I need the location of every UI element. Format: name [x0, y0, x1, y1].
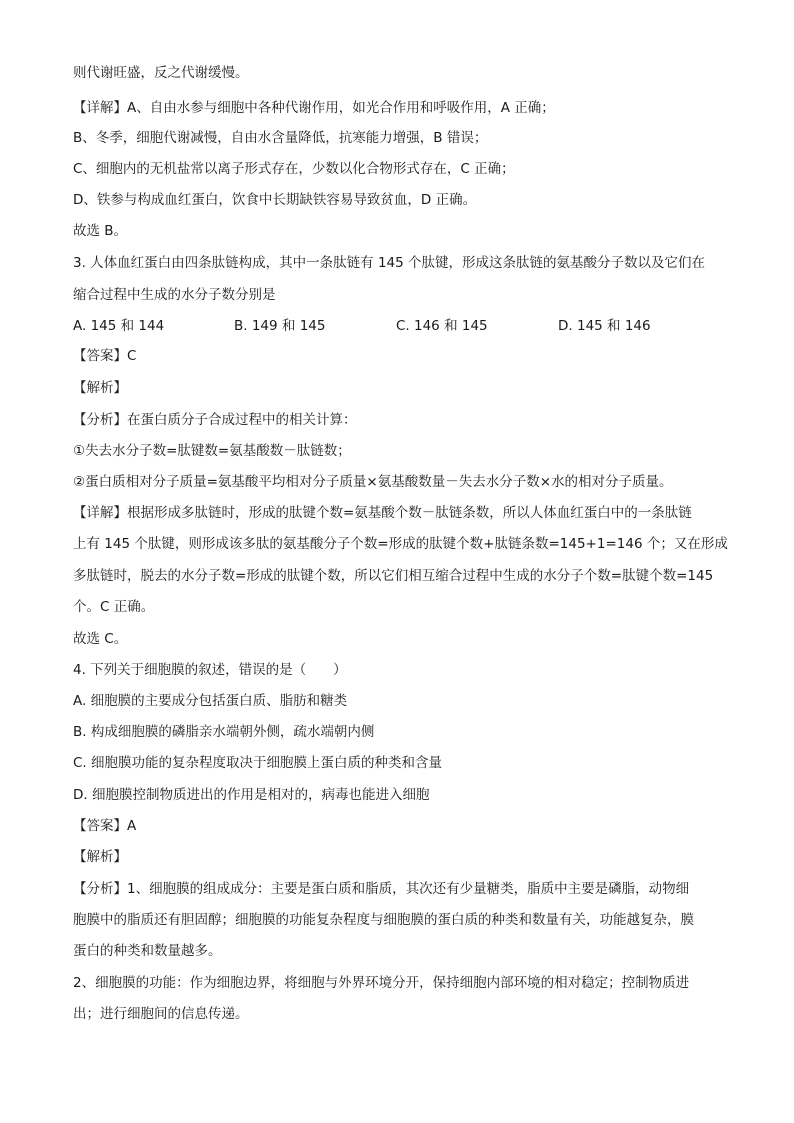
text-line: 【详解】A、自由水参与细胞中各种代谢作用，如光合作用和呼吸作用，A 正确；: [73, 100, 555, 116]
question-3-stem: 3. 人体血红蛋白由四条肽链构成，其中一条肽链有 145 个肽键，形成这条肽链的氨基酸分子数以及它们在: [73, 255, 706, 271]
text-line: 【分析】在蛋白质分子合成过程中的相关计算：: [73, 412, 357, 428]
text-line: 胞膜中的脂质还有胆固醇；细胞膜的功能复杂程度与细胞膜的蛋白质的种类和数量有关，功能越复杂，膜: [73, 912, 694, 928]
answer-label: 【答案】C: [73, 348, 137, 364]
q3-option-c: C. 146 和 145: [396, 318, 488, 334]
text-line: 故选 C。: [73, 631, 128, 647]
q3-option-a: A. 145 和 144: [73, 318, 165, 334]
text-line: 2、细胞膜的功能：作为细胞边界，将细胞与外界环境分开，保持细胞内部环境的相对稳定；控制物质进: [73, 975, 690, 991]
text-line: 【详解】根据形成多肽链时，形成的肽键个数=氨基酸个数－肽链条数，所以人体血红蛋白中的一条肽链: [73, 505, 692, 521]
text-line: 故选 B。: [73, 223, 128, 239]
text-line: 蛋白的种类和数量越多。: [73, 943, 222, 959]
text-line: C、细胞内的无机盐常以离子形式存在，少数以化合物形式存在，C 正确；: [73, 161, 515, 177]
text-line: 则代谢旺盛，反之代谢缓慢。: [73, 65, 249, 81]
q4-option-d: D. 细胞膜控制物质进出的作用是相对的，病毒也能进入细胞: [73, 787, 430, 803]
text-line: 多肽链时，脱去的水分子数=形成的肽键个数，所以它们相互缩合过程中生成的水分子个数=肽键个数=145: [73, 568, 714, 584]
text-line: D、铁参与构成血红蛋白，饮食中长期缺铁容易导致贫血，D 正确。: [73, 192, 477, 208]
text-line: 上有 145 个肽键，则形成该多肽的氨基酸分子个数=形成的肽键个数+肽链条数=145+1=146 个；又在形成: [73, 536, 728, 552]
question-3-stem-cont: 缩合过程中生成的水分子数分别是: [73, 287, 276, 303]
q4-option-b: B. 构成细胞膜的磷脂亲水端朝外侧，疏水端朝内侧: [73, 724, 375, 740]
question-4-stem: 4. 下列关于细胞膜的叙述，错误的是（ ）: [73, 662, 347, 678]
text-line: 【分析】1、细胞膜的组成成分：主要是蛋白质和脂质，其次还有少量糖类，脂质中主要是磷脂，动物细: [73, 881, 690, 897]
analysis-heading: 【解析】: [73, 380, 127, 396]
text-line: ②蛋白质相对分子质量=氨基酸平均相对分子质量×氨基酸数量－失去水分子数×水的相对分子质量。: [73, 474, 673, 490]
analysis-heading: 【解析】: [73, 849, 127, 865]
q3-option-b: B. 149 和 145: [234, 318, 326, 334]
text-line: 出；进行细胞间的信息传递。: [73, 1006, 249, 1022]
text-line: ①失去水分子数=肽键数=氨基酸数－肽链数；: [73, 443, 351, 459]
q3-option-d: D. 145 和 146: [558, 318, 651, 334]
q4-option-a: A. 细胞膜的主要成分包括蛋白质、脂肪和糖类: [73, 693, 348, 709]
answer-label: 【答案】A: [73, 818, 137, 834]
q4-option-c: C. 细胞膜功能的复杂程度取决于细胞膜上蛋白质的种类和含量: [73, 755, 443, 771]
text-line: B、冬季，细胞代谢减慢，自由水含量降低，抗寒能力增强，B 错误；: [73, 130, 488, 146]
text-line: 个。C 正确。: [73, 599, 155, 615]
